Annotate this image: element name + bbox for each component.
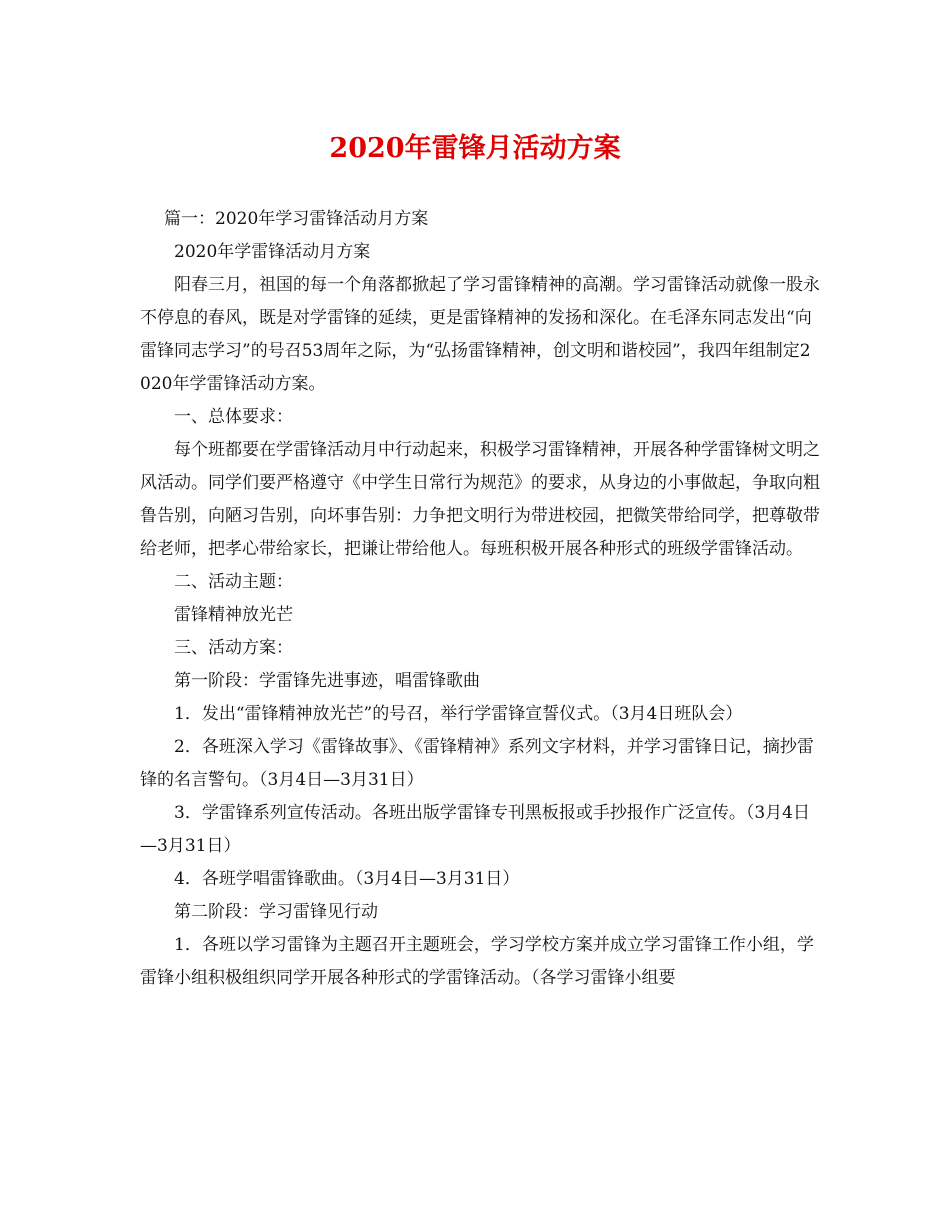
stage-one-item-4: 4．各班学唱雷锋歌曲。（3月4日—3月31日）: [174, 869, 520, 889]
plan-subtitle: 2020年学雷锋活动月方案: [174, 242, 371, 262]
general-requirements-paragraph: 每个班都要在学雷锋活动月中行动起来，积极学习雷锋精神，开展各种学雷锋树文明之风活动。同学们要严格遵守《中学生日常行为规范》的要求，从身边的小事做起，争取向粗鲁告别，向陋习告别，向坏事告别：力争把文明行为带进校园，把微笑带给同学，把尊敬带给老师，把孝心带给家长，把谦让带给他人。每班积极开展各种形式的班级学雷锋活动。: [140, 440, 820, 559]
stage-two-heading: 第二阶段：学习雷锋见行动: [174, 902, 378, 922]
stage-one-item-3: 3．学雷锋系列宣传活动。各班出版学雷锋专刊黑板报或手抄报作广泛宣传。（3月4日—3月31日）: [140, 803, 810, 856]
document-title: 2020年雷锋月活动方案: [329, 133, 621, 164]
heading-activity-theme: 二、活动主题：: [174, 572, 293, 592]
intro-paragraph: 阳春三月，祖国的每一个角落都掀起了学习雷锋精神的高潮。学习雷锋活动就像一股永不停息的春风，既是对学雷锋的延续，更是雷锋精神的发扬和深化。在毛泽东同志发出“向雷锋同志学习”的号召53周年之际，为“弘扬雷锋精神，创文明和谐校园”，我四年组制定2020年学雷锋活动方案。: [140, 275, 820, 394]
document-body: [140, 203, 820, 995]
heading-general-requirements: 一、总体要求：: [174, 407, 293, 427]
section-heading-part-one: 篇一：2020年学习雷锋活动月方案: [164, 209, 429, 229]
stage-one-heading: 第一阶段：学雷锋先进事迹，唱雷锋歌曲: [174, 671, 480, 691]
stage-one-item-1: 1．发出“雷锋精神放光芒”的号召，举行学雷锋宣誓仪式。（3月4日班队会）: [174, 704, 743, 724]
stage-two-item-1: 1．各班以学习雷锋为主题召开主题班会，学习学校方案并成立学习雷锋工作小组，学雷锋小组积极组织同学开展各种形式的学雷锋活动。（各学习雷锋小组要: [140, 935, 814, 988]
heading-activity-plan: 三、活动方案：: [174, 638, 293, 658]
activity-theme-text: 雷锋精神放光芒: [174, 605, 293, 625]
stage-one-item-2: 2．各班深入学习《雷锋故事》、《雷锋精神》系列文字材料，并学习雷锋日记，摘抄雷锋的名言警句。（3月4日—3月31日）: [140, 737, 814, 790]
